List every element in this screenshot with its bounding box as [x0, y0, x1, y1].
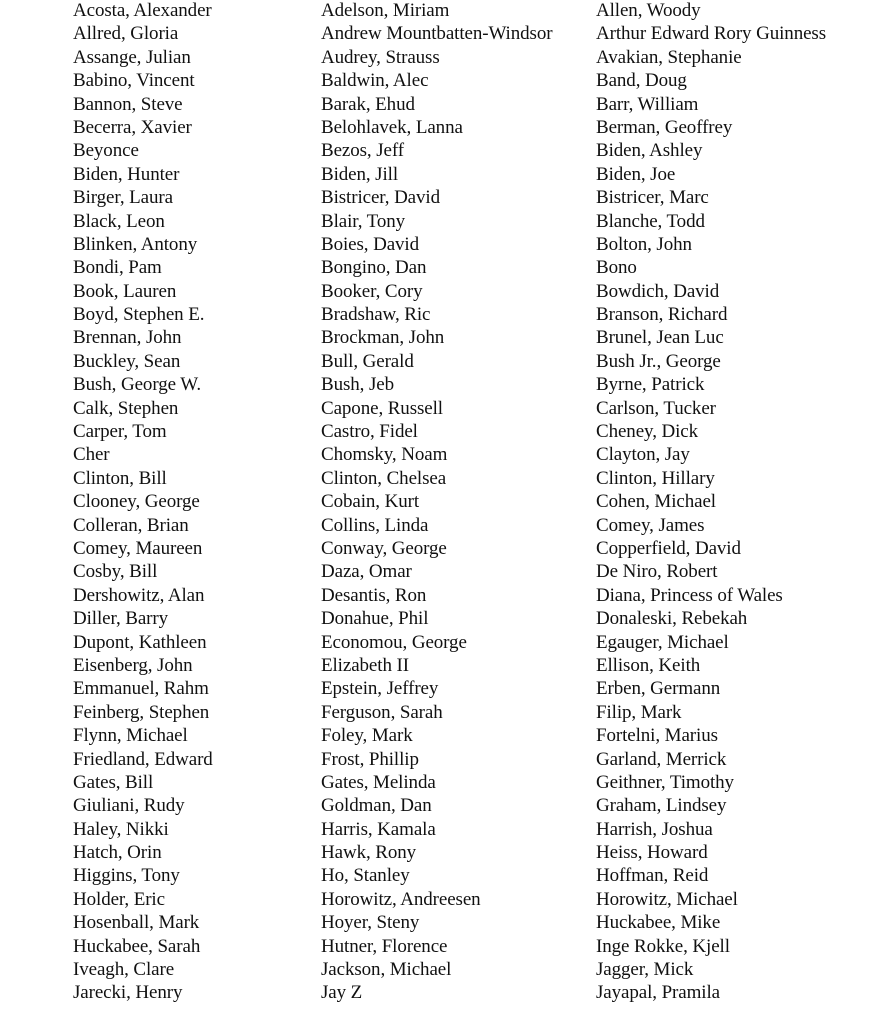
- name-entry: Collins, Linda: [321, 514, 429, 536]
- name-entry: Comey, Maureen: [73, 537, 203, 559]
- name-entry: Dupont, Kathleen: [73, 631, 207, 653]
- name-entry: Barak, Ehud: [321, 93, 415, 115]
- name-entry: Emmanuel, Rahm: [73, 678, 209, 700]
- name-entry: Graham, Lindsey: [596, 795, 727, 817]
- name-entry: Ellison, Keith: [596, 654, 701, 676]
- name-entry: Biden, Hunter: [73, 163, 180, 185]
- name-entry: Allred, Gloria: [73, 23, 179, 45]
- name-entry: Bezos, Jeff: [321, 140, 404, 162]
- name-entry: Calk, Stephen: [73, 397, 179, 419]
- name-entry: Diana, Princess of Wales: [596, 584, 783, 606]
- name-entry: Belohlavek, Lanna: [321, 116, 463, 138]
- name-entry: Carlson, Tucker: [596, 397, 716, 419]
- name-entry: Barr, William: [596, 93, 699, 115]
- name-entry: Holder, Eric: [73, 888, 165, 910]
- name-entry: Gates, Melinda: [321, 771, 436, 793]
- name-entry: Hatch, Orin: [73, 842, 162, 864]
- name-entry: Colleran, Brian: [73, 514, 189, 536]
- name-entry: Andrew Mountbatten-Windsor: [321, 23, 553, 45]
- name-entry: Arthur Edward Rory Guinness: [596, 23, 827, 45]
- name-entry: Bono: [596, 257, 637, 279]
- name-entry: Donaleski, Rebekah: [596, 608, 748, 630]
- name-entry: Garland, Merrick: [596, 748, 727, 770]
- name-entry: Bush, Jeb: [321, 374, 394, 396]
- name-entry: Comey, James: [596, 514, 705, 536]
- name-entry: Clinton, Bill: [73, 467, 167, 489]
- name-entry: Horowitz, Andreesen: [321, 888, 481, 910]
- name-column-2: [321, 0, 552, 1005]
- name-entry: Jagger, Mick: [596, 959, 694, 981]
- name-entry: Epstein, Jeffrey: [321, 678, 439, 700]
- name-entry: Bongino, Dan: [321, 257, 427, 279]
- name-column-1: [73, 0, 213, 1005]
- name-entry: Bondi, Pam: [73, 257, 162, 279]
- name-entry: Hutner, Florence: [321, 935, 448, 957]
- name-entry: Hoyer, Steny: [321, 912, 420, 934]
- name-entry: Clayton, Jay: [596, 444, 690, 466]
- name-entry: Conway, George: [321, 537, 447, 559]
- name-entry: Cobain, Kurt: [321, 491, 420, 513]
- name-entry: Babino, Vincent: [73, 70, 195, 92]
- name-entry: Hawk, Rony: [321, 842, 417, 864]
- name-entry: Becerra, Xavier: [73, 116, 192, 138]
- name-entry: Elizabeth II: [321, 654, 409, 676]
- name-entry: Capone, Russell: [321, 397, 443, 419]
- name-entry: Flynn, Michael: [73, 725, 188, 747]
- name-entry: Bolton, John: [596, 233, 692, 255]
- name-entry: Byrne, Patrick: [596, 374, 705, 396]
- name-entry: Berman, Geoffrey: [596, 116, 733, 138]
- name-entry: Bowdich, David: [596, 280, 720, 302]
- name-entry: Feinberg, Stephen: [73, 701, 210, 723]
- name-entry: Economou, George: [321, 631, 467, 653]
- name-entry: Avakian, Stephanie: [596, 46, 742, 68]
- name-entry: Bush Jr., George: [596, 350, 721, 372]
- name-entry: Huckabee, Sarah: [73, 935, 201, 957]
- name-entry: Gates, Bill: [73, 771, 154, 793]
- name-entry: Inge Rokke, Kjell: [596, 935, 730, 957]
- name-entry: Adelson, Miriam: [321, 0, 450, 21]
- name-entry: Biden, Jill: [321, 163, 399, 185]
- name-entry: Boyd, Stephen E.: [73, 304, 205, 326]
- name-entry: Carper, Tom: [73, 421, 167, 443]
- name-entry: Brockman, John: [321, 327, 445, 349]
- name-entry: Book, Lauren: [73, 280, 177, 302]
- name-entry: Bannon, Steve: [73, 93, 183, 115]
- name-entry: Brennan, John: [73, 327, 182, 349]
- name-entry: Harris, Kamala: [321, 818, 436, 840]
- name-entry: Foley, Mark: [321, 725, 413, 747]
- name-entry: Biden, Joe: [596, 163, 676, 185]
- name-entry: Horowitz, Michael: [596, 888, 738, 910]
- name-entry: Daza, Omar: [321, 561, 412, 583]
- name-entry: Cohen, Michael: [596, 491, 716, 513]
- name-entry: Birger, Laura: [73, 187, 173, 209]
- name-entry: Fortelni, Marius: [596, 725, 718, 747]
- name-entry: Jay Z: [321, 982, 363, 1004]
- name-entry: Jackson, Michael: [321, 959, 452, 981]
- name-column-3: [596, 0, 826, 1005]
- name-entry: Harrish, Joshua: [596, 818, 713, 840]
- name-entry: Geithner, Timothy: [596, 771, 734, 793]
- name-entry: Erben, Germann: [596, 678, 721, 700]
- name-entry: Bistricer, David: [321, 187, 440, 209]
- name-entry: Eisenberg, John: [73, 654, 193, 676]
- name-entry: Friedland, Edward: [73, 748, 213, 770]
- name-entry: Bistricer, Marc: [596, 187, 709, 209]
- name-entry: Ho, Stanley: [321, 865, 410, 887]
- name-entry: Cosby, Bill: [73, 561, 158, 583]
- name-entry: Huckabee, Mike: [596, 912, 721, 934]
- name-entry: Copperfield, David: [596, 537, 741, 559]
- name-entry: Black, Leon: [73, 210, 165, 232]
- name-entry: Donahue, Phil: [321, 608, 429, 630]
- name-entry: Acosta, Alexander: [73, 0, 212, 21]
- name-entry: Giuliani, Rudy: [73, 795, 185, 817]
- name-entry: Boies, David: [321, 233, 420, 255]
- name-entry: Hosenball, Mark: [73, 912, 200, 934]
- name-entry: Hoffman, Reid: [596, 865, 709, 887]
- name-entry: Chomsky, Noam: [321, 444, 448, 466]
- name-entry: Diller, Barry: [73, 608, 169, 630]
- name-entry: Desantis, Ron: [321, 584, 427, 606]
- name-entry: Bull, Gerald: [321, 350, 414, 372]
- name-entry: Bush, George W.: [73, 374, 201, 396]
- name-entry: Bradshaw, Ric: [321, 304, 431, 326]
- name-entry: Clinton, Hillary: [596, 467, 715, 489]
- name-entry: De Niro, Robert: [596, 561, 718, 583]
- name-entry: Higgins, Tony: [73, 865, 180, 887]
- name-entry: Filip, Mark: [596, 701, 682, 723]
- name-entry: Heiss, Howard: [596, 842, 708, 864]
- name-entry: Haley, Nikki: [73, 818, 169, 840]
- name-entry: Baldwin, Alec: [321, 70, 429, 92]
- name-entry: Band, Doug: [596, 70, 687, 92]
- name-entry: Goldman, Dan: [321, 795, 432, 817]
- name-entry: Frost, Phillip: [321, 748, 419, 770]
- name-entry: Beyonce: [73, 140, 139, 162]
- name-entry: Ferguson, Sarah: [321, 701, 443, 723]
- name-entry: Jayapal, Pramila: [596, 982, 720, 1004]
- name-entry: Audrey, Strauss: [321, 46, 440, 68]
- name-entry: Buckley, Sean: [73, 350, 181, 372]
- name-entry: Clooney, George: [73, 491, 200, 513]
- name-entry: Egauger, Michael: [596, 631, 729, 653]
- name-entry: Brunel, Jean Luc: [596, 327, 724, 349]
- name-entry: Iveagh, Clare: [73, 959, 175, 981]
- name-entry: Jarecki, Henry: [73, 982, 183, 1004]
- name-entry: Booker, Cory: [321, 280, 423, 302]
- name-entry: Cheney, Dick: [596, 421, 699, 443]
- name-entry: Assange, Julian: [73, 46, 191, 68]
- name-entry: Blanche, Todd: [596, 210, 705, 232]
- name-entry: Clinton, Chelsea: [321, 467, 447, 489]
- name-entry: Blair, Tony: [321, 210, 406, 232]
- name-entry: Blinken, Antony: [73, 233, 198, 255]
- name-entry: Biden, Ashley: [596, 140, 703, 162]
- name-entry: Branson, Richard: [596, 304, 728, 326]
- name-entry: Dershowitz, Alan: [73, 584, 205, 606]
- name-entry: Castro, Fidel: [321, 421, 418, 443]
- name-entry: Allen, Woody: [596, 0, 701, 21]
- name-entry: Cher: [73, 444, 110, 466]
